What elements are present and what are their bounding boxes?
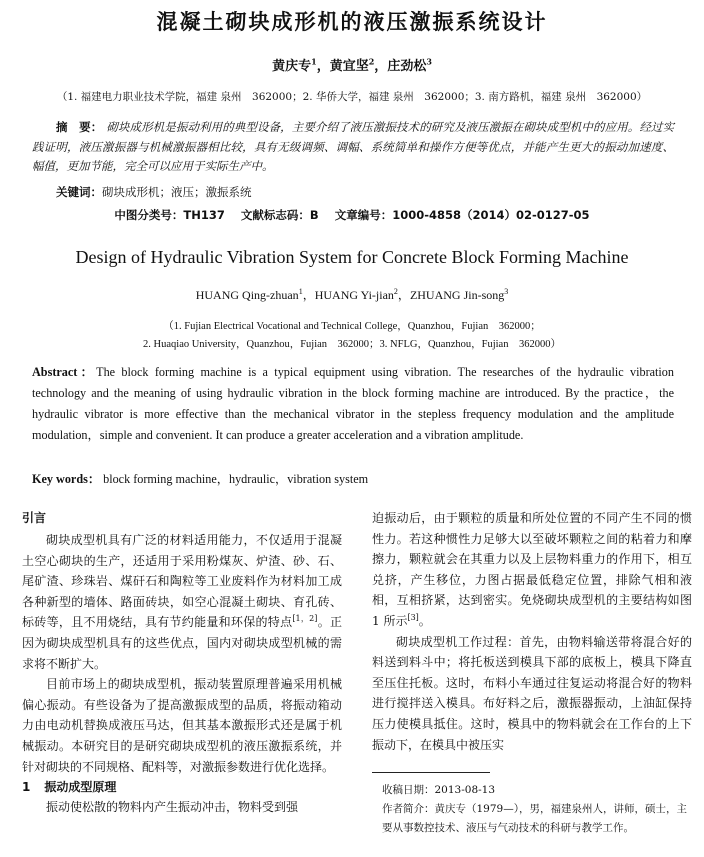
paragraph-1 [22, 530, 342, 674]
abstract-en-text: The block forming machine is a typical equipment using vibration. The researches of the hydraulic vibration technology and the meaning of using hydraulic vibration in the block forming machine are introduced. By the practice，the hydraulic vibrator is more effective than the mechanical vibrator in the stepless frequency modulation and the amplitude modulation，simple and convenient. It can produce a greater acceleration and a vibration amplitude. [32, 365, 674, 442]
doccode-label: 文献标志码： [240, 208, 310, 222]
keywords-en [32, 470, 368, 487]
title-en: Design of Hydraulic Vibration System for Concrete Block Forming Machine [75, 247, 629, 267]
author-bio: 作者简介：黄庆专（1979—），男，福建泉州人，讲师，硕士，主要从事数控技术、液压与气动技术的科研与教学工作。 [382, 803, 687, 834]
paragraph-r1-tail: 。 [418, 613, 431, 628]
classification-line [0, 207, 704, 223]
affiliation-cn: （1. 福建电力职业技术学院，福建 泉州 362000；2. 华侨大学，福建 泉州 362000；3. 南方路机，福建 泉州 362000） [56, 91, 648, 103]
citation-1-2: [1，2] [292, 614, 318, 624]
clc-value: TH137 [183, 208, 225, 222]
body-column-left [22, 508, 342, 818]
abstract-en [32, 362, 674, 446]
doccode-value: B [309, 208, 319, 222]
paragraph-r1-text: 迫振动后，由于颗粒的质量和所处位置的不同产生不同的惯性力。若这种惯性力足够大以至破坏颗粒之间的粘着力和摩擦力，颗粒就会在其重力以及上层物料重力的作用下，相互兑挤，产生移位，力图占据最低稳定位置，排除气相和液相，互相挤紧，达到密实。免烧砌块成型机的主要结构如图 1 所示 [372, 511, 692, 628]
keywords-cn-label: 关键词： [56, 185, 102, 199]
title-cn: 混凝土砌块成形机的液压激振系统设计 [156, 10, 548, 34]
author-cn-1: 黄庆专 [272, 59, 312, 74]
abstract-cn-text: 砌块成形机是振动利用的典型设备，主要介绍了液压激振技术的研究及液压激振在砌块成型机中的应用。经过实践证明，液压激振器与机械激振器相比较，具有无级调频、调幅、系统简单和操作方便等优点，并能产生更大的振动加速度、幅值，更加节能，完全可以应用于实际生产中。 [32, 120, 675, 173]
abstract-cn [32, 118, 674, 177]
paragraph-1-tail: 。正因为砌块成型机具有的这些优点，国内对砌块成型机械的需求将不断扩大。 [22, 615, 342, 671]
author-cn-3-sup: 3 [426, 56, 432, 67]
author-cn-1-sup: 1 [311, 56, 317, 67]
keywords-en-label: Key words： [32, 472, 101, 486]
intro-heading: 引言 [22, 511, 47, 525]
author-cn-2: 黄宜坚 [329, 59, 369, 74]
author-cn-2-sup: 2 [368, 56, 375, 67]
doc-code [241, 208, 319, 222]
paragraph-r1 [372, 508, 692, 632]
author-en-1-sup: 1 [298, 287, 303, 296]
received-date: 收稿日期：2013-08-13 [382, 784, 496, 796]
section-1-title: 振动成型原理 [44, 780, 117, 795]
section-1-heading [22, 777, 342, 797]
clc-code [114, 208, 224, 222]
authors-cn: 黄庆专$^1$，黄宜坚$^2$，庄劲松$^3$ [272, 56, 432, 74]
body-column-right [372, 508, 692, 755]
author-cn-3: 庄劲松 [387, 59, 427, 74]
article-number [335, 208, 590, 222]
author-en-1: HUANG Qing-zhuan [195, 288, 299, 302]
abstract-en-label: Abstract： [32, 365, 97, 379]
section-1-number: 1 [22, 780, 31, 795]
author-en-2-sup: 2 [393, 287, 398, 296]
author-en-2: HUANG Yi-jian [314, 288, 394, 302]
keywords-en-text: block forming machine，hydraulic，vibration system [103, 472, 369, 486]
article-value: 1000-4858（2014）02-0127-05 [392, 208, 590, 222]
footnotes [382, 781, 692, 838]
keywords-cn-text: 砌块成形机；液压；激振系统 [102, 185, 252, 199]
author-en-3-sup: 3 [504, 287, 509, 296]
authors-en: HUANG Qing-zhuan$^1$，HUANG Yi-jian$^2$，ZHUANG Jin-song$^3$ [195, 287, 509, 302]
citation-3: [3] [407, 612, 419, 622]
paragraph-3: 振动使松散的物料内产生振动冲击，物料受到强 [46, 800, 299, 815]
abstract-cn-label: 摘 要： [56, 120, 103, 134]
affiliation-en-line2: 2. Huaqiao University，Quanzhou，Fujian 362000；3. NFLG，Quanzhou，Fujian 362000） [143, 339, 561, 350]
affiliation-en [0, 318, 704, 354]
affiliation-en-line1: （1. Fujian Electrical Vocational and Technical College，Quanzhou，Fujian 362000； [163, 321, 541, 332]
paragraph-r2: 砌块成型机工作过程：首先，由物料输送带将混合好的料送到料斗中；将托板送到模具下部的底板上，模具下降直至压住托板。这时，布料小车通过往复运动将混合好的物料进行搅拌送入模具。布好料之后，激振器振动，上油缸保持压力使模具抵住。这时，模具中的物料就会在工作台的上下振动下，在模具中被压实 [372, 634, 692, 752]
paragraph-1-text: 砌块成型机具有广泛的材料适用能力，不仅适用于混凝土空心砌块的生产，还适用于采用粉煤灰、炉渣、砂、石、尾矿渣、珍珠岩、煤矸石和陶粒等工业废料作为材料加工成各种新型的墙体、路面砖块，如空心混凝土砌块、育孔砖、标砖等，且不用烧结，具有节约能量和环保的特点 [22, 533, 342, 630]
clc-label: 中图分类号： [114, 208, 184, 222]
keywords-cn [56, 184, 252, 200]
footnote-divider [372, 772, 490, 773]
article-label: 文章编号： [334, 208, 393, 222]
paragraph-2: 目前市场上的砌块成型机，振动装置原理普遍采用机械偏心振动。有些设备为了提高激振成型的品质，将振动箱动力由电动机替换成液压马达，但其基本激振形式还是属于机械振动。本研究目的是研究砌块成型机的液压激振系统，并针对砌块的不同规格、配料等，对激振参数进行优化选择。 [22, 677, 342, 774]
author-en-3: ZHUANG Jin-song [409, 288, 505, 302]
